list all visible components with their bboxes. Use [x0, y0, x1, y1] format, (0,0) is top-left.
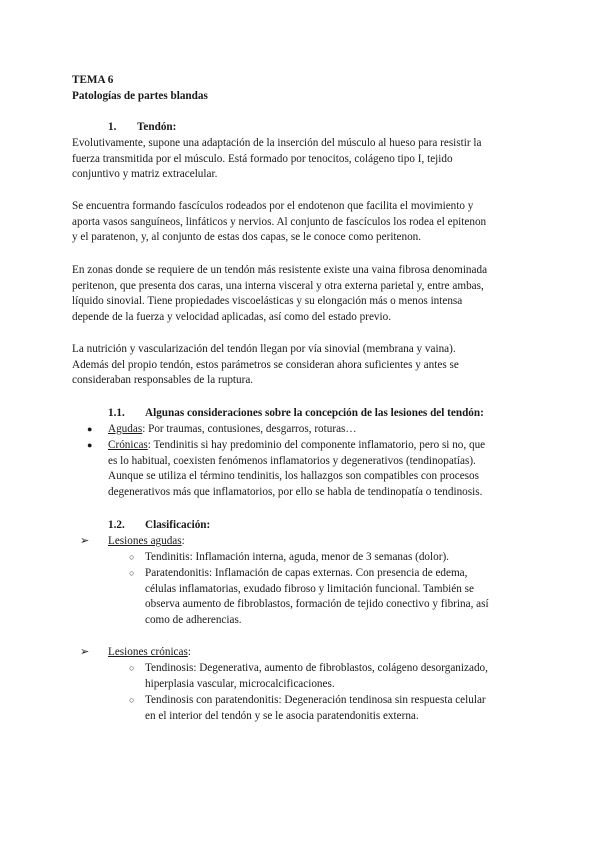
- text-line: La nutrición y vascularización del tendón llegan por vía sinovial (membrana y vaina).: [72, 343, 456, 355]
- text-line: Evolutivamente, supone una adaptación de la inserción del músculo al hueso para resistir la: [72, 137, 482, 149]
- text-line: fuerza transmitida por el músculo. Está formado por tenocitos, colágeno tipo I, tejido: [72, 152, 453, 165]
- list-item-tendinosis-paratendonitis: Tendinosis con paratendonitis: Degeneración tendinosa sin respuesta celular en el interior del tendón y se le asocia paratendonitis externa.: [145, 694, 486, 722]
- text-line: peritenon, que presenta dos caras, una interna visceral y otra externa parietal y, entre ambas,: [72, 279, 484, 292]
- doc-subtitle: Patologías de partes blandas: [72, 90, 208, 102]
- paragraph-1: [72, 136, 532, 183]
- list-item-tendinitis: Tendinitis: Inflamación interna, aguda, menor de 3 semanas (dolor).: [145, 551, 449, 563]
- text-line: aporta vasos sanguíneos, linfáticos y nervios. Al conjunto de fascículos los rodea el epitenon: [72, 215, 487, 228]
- paragraph-2: [72, 199, 532, 246]
- bullet-text: : Tendinitis si hay predominio del componente inflamatorio, pero si no, que: [147, 439, 486, 451]
- section11-number: 1.1.: [108, 407, 125, 419]
- arrow-bullet-icon: ➢: [80, 535, 90, 547]
- bullet-text: Aunque se utiliza el término tendinitis, los hallazgos son compatibles con procesos: [108, 470, 479, 483]
- term-agudas: Agudas: [108, 423, 143, 435]
- text-line: depende de la fuerza y velocidad aplicadas, así como del estado previo.: [72, 311, 392, 324]
- bullet-text: : Por traumas, contusiones, desgarros, roturas…: [142, 423, 357, 435]
- circle-bullet-icon: ○: [129, 695, 135, 705]
- section12-number: 1.2.: [108, 519, 125, 531]
- arrow-bullet-icon: ➢: [80, 646, 90, 658]
- text-line: En zonas donde se requiere de un tendón más resistente existe una vaina fibrosa denominada: [72, 264, 488, 276]
- bullet-icon: ●: [87, 440, 93, 450]
- bullet-item-cronicas: [108, 438, 548, 501]
- paragraph-3: [72, 263, 532, 326]
- text-line: Se encuentra formando fascículos rodeados por el endotenon que facilita el movimiento y: [72, 200, 474, 212]
- doc-title: TEMA 6: [72, 74, 114, 86]
- paragraph-4: [72, 342, 532, 389]
- text-line: consideraban responsables de la ruptura.: [72, 374, 254, 387]
- text-line: líquido sinovial. Tiene propiedades viscoelásticas y su elongación más o menos intensa: [72, 295, 463, 308]
- text-line: Además del propio tendón, estos parámetros se consideran ahora suficientes y antes se: [72, 358, 459, 371]
- bullet-text: degenerativos más que inflamatorios, por ello se habla de tendinopatía o tendinosis.: [108, 486, 483, 499]
- section1-number: 1.: [108, 121, 117, 133]
- bullet-icon: ●: [87, 424, 93, 434]
- list-item-tendinosis: Tendinosis: Degenerativa, aumento de fibroblastos, colágeno desorganizado, hiperplasia vascular, microcalcificaciones.: [145, 662, 488, 690]
- group-label-cronicas: Lesiones crónicas:: [108, 646, 191, 658]
- section11-heading: Algunas consideraciones sobre la concepción de las lesiones del tendón:: [145, 407, 484, 419]
- group-label-agudas: Lesiones agudas:: [108, 535, 185, 547]
- section12-heading: Clasificación:: [145, 519, 211, 531]
- text-line: y el paratenon, y, al conjunto de estas dos capas, se le conoce como peritenon.: [72, 231, 422, 244]
- circle-bullet-icon: ○: [129, 552, 135, 562]
- bullet-text: es lo habitual, coexisten fenómenos inflamatorios y degenerativos (tendinopatías).: [108, 454, 476, 467]
- circle-bullet-icon: ○: [129, 663, 135, 673]
- term-cronicas: Crónicas: [108, 439, 148, 451]
- list-item-paratendonitis: Paratendonitis: Inflamación de capas externas. Con presencia de edema, células inflamatorias, exudado fibroso y limitación funcional. También se observa aumento de fibroblastos, formación de tejido conectivo y fibrina, así como de adherencias.: [145, 567, 489, 627]
- circle-bullet-icon: ○: [129, 568, 135, 578]
- section1-heading: Tendón:: [137, 121, 177, 133]
- bullet-item-agudas: [108, 422, 548, 438]
- text-line: conjuntivo y matriz extracelular.: [72, 168, 218, 181]
